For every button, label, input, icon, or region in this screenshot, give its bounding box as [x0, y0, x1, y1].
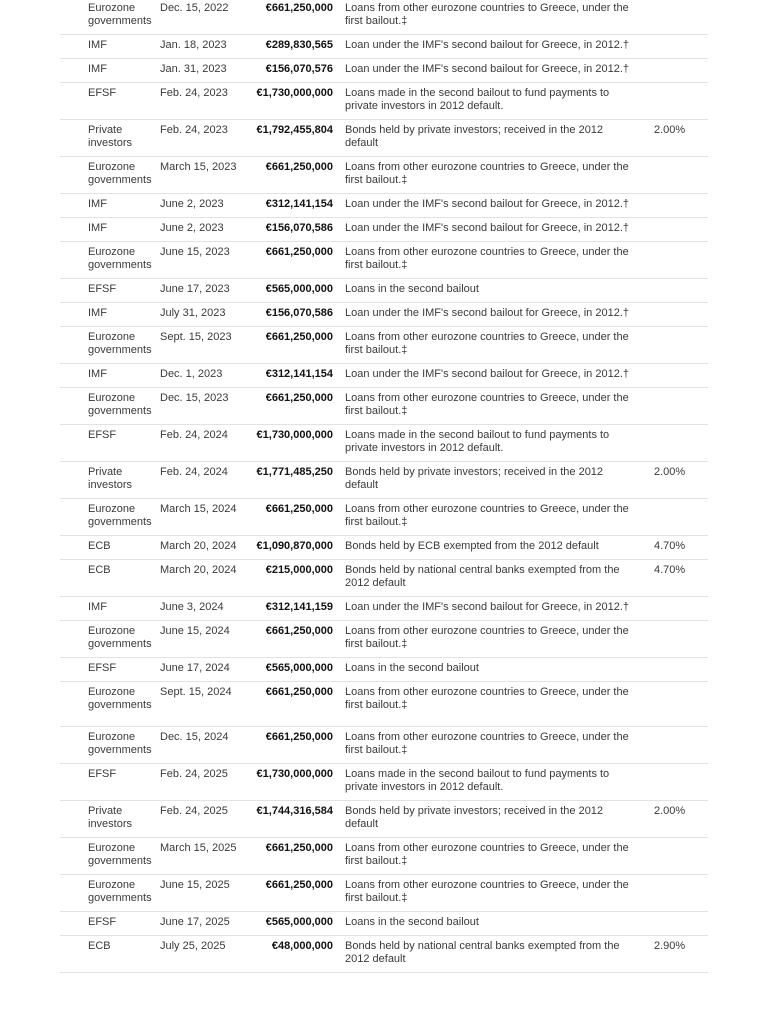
table-row [60, 120, 708, 157]
amount-cell: €661,250,000 [265, 2, 333, 14]
creditor-cell: Eurozone governments [88, 625, 152, 650]
amount-cell: €565,000,000 [265, 283, 333, 295]
date-cell: Sept. 15, 2024 [160, 686, 232, 698]
description-cell: Loans made in the second bailout to fund payments to private investors in 2012 default. [345, 768, 610, 793]
creditor-cell: Eurozone governments [88, 161, 152, 186]
table-row [60, 912, 708, 936]
amount-cell: €661,250,000 [265, 842, 333, 854]
table-row [60, 157, 708, 194]
creditor-cell: Eurozone governments [88, 842, 152, 867]
date-cell: July 31, 2023 [160, 307, 226, 319]
table-row [60, 388, 708, 425]
creditor-cell: ECB [88, 940, 111, 952]
amount-cell: €565,000,000 [265, 662, 333, 674]
rate-cell: 2.00% [654, 466, 686, 478]
description-cell: Loans from other eurozone countries to Greece, under the first bailout.‡ [345, 392, 629, 417]
date-cell: Feb. 24, 2024 [160, 429, 228, 441]
table-row [60, 35, 708, 59]
creditor-cell: IMF [88, 63, 107, 75]
table-row [60, 536, 708, 560]
description-cell: Bonds held by private investors; received in the 2012 default [345, 805, 604, 830]
amount-cell: €1,792,455,804 [256, 124, 333, 136]
table-row [60, 303, 708, 327]
description-cell: Loans in the second bailout [345, 916, 479, 928]
date-cell: June 2, 2023 [160, 198, 224, 210]
creditor-cell: ECB [88, 540, 111, 552]
description-cell: Loans from other eurozone countries to Greece, under the first bailout.‡ [345, 625, 629, 650]
date-cell: June 2, 2023 [160, 222, 224, 234]
table-row [60, 499, 708, 536]
description-cell: Loans from other eurozone countries to Greece, under the first bailout.‡ [345, 879, 629, 904]
amount-cell: €312,141,154 [265, 198, 333, 210]
table-row [60, 462, 708, 499]
rate-cell: 2.90% [654, 940, 686, 952]
date-cell: Jan. 31, 2023 [160, 63, 227, 75]
description-cell: Loans in the second bailout [345, 283, 479, 295]
date-cell: March 20, 2024 [160, 564, 237, 576]
amount-cell: €215,000,000 [265, 564, 333, 576]
creditor-cell: Eurozone governments [88, 392, 152, 417]
description-cell: Loan under the IMF's second bailout for Greece, in 2012.† [345, 222, 629, 234]
rate-cell: 2.00% [654, 805, 686, 817]
amount-cell: €661,250,000 [265, 625, 333, 637]
creditor-cell: Eurozone governments [88, 2, 152, 27]
date-cell: Sept. 15, 2023 [160, 331, 232, 343]
date-cell: Feb. 24, 2025 [160, 768, 228, 780]
date-cell: Dec. 15, 2022 [160, 2, 229, 14]
amount-cell: €1,771,485,250 [256, 466, 333, 478]
description-cell: Loans from other eurozone countries to Greece, under the first bailout.‡ [345, 503, 629, 528]
creditor-cell: ECB [88, 564, 111, 576]
description-cell: Loans from other eurozone countries to Greece, under the first bailout.‡ [345, 331, 629, 356]
creditor-cell: Eurozone governments [88, 331, 152, 356]
amount-cell: €312,141,159 [265, 601, 333, 613]
date-cell: Feb. 24, 2025 [160, 805, 228, 817]
amount-cell: €661,250,000 [265, 331, 333, 343]
date-cell: March 15, 2025 [160, 842, 237, 854]
table-row [60, 327, 708, 364]
creditor-cell: IMF [88, 222, 107, 234]
date-cell: June 17, 2024 [160, 662, 230, 674]
amount-cell: €661,250,000 [265, 503, 333, 515]
description-cell: Loan under the IMF's second bailout for Greece, in 2012.† [345, 307, 629, 319]
table-row [60, 764, 708, 801]
description-cell: Loans in the second bailout [345, 662, 479, 674]
amount-cell: €48,000,000 [271, 940, 333, 952]
description-cell: Loan under the IMF's second bailout for Greece, in 2012.† [345, 198, 629, 210]
table-row [60, 194, 708, 218]
creditor-cell: Private investors [88, 124, 133, 149]
table-row [60, 425, 708, 462]
creditor-cell: IMF [88, 39, 107, 51]
description-cell: Bonds held by national central banks exempted from the 2012 default [345, 940, 620, 965]
table-row [60, 597, 708, 621]
creditor-cell: Eurozone governments [88, 246, 152, 271]
creditor-cell: IMF [88, 198, 107, 210]
date-cell: March 15, 2023 [160, 161, 237, 173]
description-cell: Loans from other eurozone countries to Greece, under the first bailout.‡ [345, 246, 629, 271]
creditor-cell: EFSF [88, 916, 117, 928]
table-row [60, 875, 708, 912]
date-cell: Dec. 15, 2023 [160, 392, 229, 404]
table-row [60, 364, 708, 388]
table-row [60, 218, 708, 242]
creditor-cell: Eurozone governments [88, 686, 152, 711]
date-cell: June 17, 2025 [160, 916, 230, 928]
creditor-cell: EFSF [88, 87, 117, 99]
table-row [60, 83, 708, 120]
amount-cell: €661,250,000 [265, 392, 333, 404]
description-cell: Loans from other eurozone countries to Greece, under the first bailout.‡ [345, 731, 629, 756]
table-row [60, 682, 708, 727]
amount-cell: €1,730,000,000 [256, 429, 333, 441]
creditor-cell: EFSF [88, 768, 117, 780]
creditor-cell: Private investors [88, 466, 133, 491]
description-cell: Loan under the IMF's second bailout for Greece, in 2012.† [345, 39, 629, 51]
table-row [60, 801, 708, 838]
creditor-cell: Eurozone governments [88, 731, 152, 756]
amount-cell: €1,744,316,584 [256, 805, 333, 817]
table-row [60, 242, 708, 279]
date-cell: Dec. 1, 2023 [160, 368, 223, 380]
description-cell: Bonds held by ECB exempted from the 2012 default [345, 540, 599, 552]
amount-cell: €565,000,000 [265, 916, 333, 928]
description-cell: Loan under the IMF's second bailout for Greece, in 2012.† [345, 63, 629, 75]
rate-cell: 4.70% [654, 540, 686, 552]
amount-cell: €1,730,000,000 [256, 768, 333, 780]
table-row [60, 279, 708, 303]
description-cell: Loans from other eurozone countries to Greece, under the first bailout.‡ [345, 842, 629, 867]
creditor-cell: IMF [88, 307, 107, 319]
description-cell: Loans made in the second bailout to fund payments to private investors in 2012 default. [345, 429, 610, 454]
date-cell: Dec. 15, 2024 [160, 731, 229, 743]
debt-payments-table [60, 0, 708, 973]
date-cell: June 15, 2025 [160, 879, 230, 891]
amount-cell: €1,090,870,000 [256, 540, 333, 552]
amount-cell: €661,250,000 [265, 161, 333, 173]
table-row [60, 560, 708, 597]
description-cell: Loans from other eurozone countries to Greece, under the first bailout.‡ [345, 2, 629, 27]
date-cell: March 15, 2024 [160, 503, 237, 515]
creditor-cell: Eurozone governments [88, 879, 152, 904]
description-cell: Loans from other eurozone countries to Greece, under the first bailout.‡ [345, 686, 629, 711]
amount-cell: €289,830,565 [265, 39, 333, 51]
amount-cell: €661,250,000 [265, 879, 333, 891]
amount-cell: €156,070,586 [265, 222, 333, 234]
date-cell: June 15, 2024 [160, 625, 230, 637]
date-cell: March 20, 2024 [160, 540, 237, 552]
amount-cell: €661,250,000 [265, 731, 333, 743]
amount-cell: €661,250,000 [265, 246, 333, 258]
table-row [60, 621, 708, 658]
table-row [60, 0, 708, 35]
date-cell: June 17, 2023 [160, 283, 230, 295]
creditor-cell: EFSF [88, 283, 117, 295]
creditor-cell: EFSF [88, 662, 117, 674]
amount-cell: €156,070,586 [265, 307, 333, 319]
rate-cell: 4.70% [654, 564, 686, 576]
rate-cell: 2.00% [654, 124, 686, 136]
description-cell: Bonds held by national central banks exempted from the 2012 default [345, 564, 620, 589]
date-cell: Feb. 24, 2023 [160, 87, 228, 99]
description-cell: Bonds held by private investors; received in the 2012 default [345, 466, 604, 491]
date-cell: June 15, 2023 [160, 246, 230, 258]
amount-cell: €156,070,576 [265, 63, 333, 75]
description-cell: Loan under the IMF's second bailout for Greece, in 2012.† [345, 601, 629, 613]
creditor-cell: IMF [88, 368, 107, 380]
table-row [60, 658, 708, 682]
amount-cell: €661,250,000 [265, 686, 333, 698]
table-row [60, 936, 708, 973]
creditor-cell: IMF [88, 601, 107, 613]
creditor-cell: EFSF [88, 429, 117, 441]
description-cell: Loans from other eurozone countries to Greece, under the first bailout.‡ [345, 161, 629, 186]
table-row [60, 838, 708, 875]
description-cell: Bonds held by private investors; received in the 2012 default [345, 124, 604, 149]
amount-cell: €1,730,000,000 [256, 87, 333, 99]
date-cell: Feb. 24, 2024 [160, 466, 228, 478]
table-row [60, 59, 708, 83]
date-cell: Feb. 24, 2023 [160, 124, 228, 136]
description-cell: Loan under the IMF's second bailout for Greece, in 2012.† [345, 368, 629, 380]
date-cell: June 3, 2024 [160, 601, 224, 613]
creditor-cell: Private investors [88, 805, 133, 830]
amount-cell: €312,141,154 [265, 368, 333, 380]
date-cell: July 25, 2025 [160, 940, 226, 952]
creditor-cell: Eurozone governments [88, 503, 152, 528]
date-cell: Jan. 18, 2023 [160, 39, 227, 51]
description-cell: Loans made in the second bailout to fund payments to private investors in 2012 default. [345, 87, 610, 112]
table-row [60, 727, 708, 764]
